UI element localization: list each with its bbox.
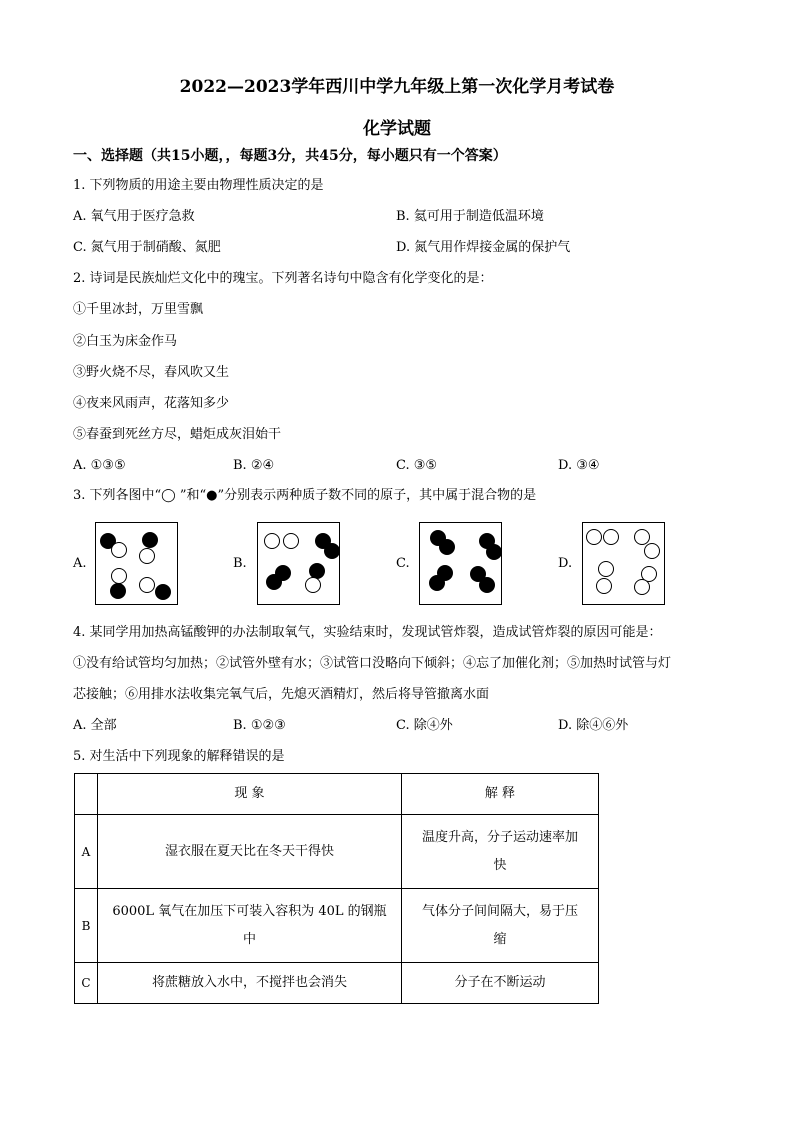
- row-explanation: [402, 889, 599, 963]
- white-atom: [139, 548, 155, 564]
- page-title: 2022—2023学年西川中学九年级上第一次化学月考试卷: [179, 77, 615, 97]
- table-header-row: [75, 774, 599, 815]
- white-atom: [111, 568, 127, 584]
- page-subtitle: 化学试题: [363, 119, 431, 139]
- q5-table: [74, 773, 599, 1004]
- black-atom: [142, 532, 158, 548]
- q2-option-a: A. ①③⑤: [73, 458, 126, 473]
- black-atom: [324, 543, 340, 559]
- q3-figure-c: [419, 522, 502, 605]
- q2-option-d: D. ③④: [558, 458, 600, 473]
- q2-stem: 2. 诗词是民族灿烂文化中的瑰宝。下列著名诗句中隐含有化学变化的是：: [73, 271, 493, 286]
- section-heading: 一、选择题（共15小题，，每题3分，共45分，每小题只有一个答案）: [73, 148, 507, 164]
- white-atom: [634, 529, 650, 545]
- table-header-phenomenon: 现 象: [98, 774, 402, 815]
- q1-option-a: A. 氧气用于医疗急救: [73, 209, 195, 224]
- q5-stem: 5. 对生活中下列现象的解释错误的是: [73, 749, 285, 764]
- row-phenomenon: [98, 889, 402, 963]
- q4-option-a: A. 全部: [73, 718, 117, 733]
- q3-label-c: C.: [396, 556, 410, 571]
- q2-line-1: ①千里冰封，万里雪飘: [73, 302, 204, 317]
- table-header-cell: [75, 774, 98, 815]
- black-atom: [155, 584, 171, 600]
- q3-figure-a: [95, 522, 178, 605]
- white-atom: [305, 577, 321, 593]
- q2-option-c: C. ③⑤: [396, 458, 438, 473]
- q4-option-d: D. 除④⑥外: [558, 718, 629, 733]
- black-atom: [110, 583, 126, 599]
- row-label: B: [75, 889, 98, 963]
- table-row: [75, 963, 599, 1004]
- white-atom: [139, 577, 155, 593]
- white-atom: [598, 561, 614, 577]
- row-explanation-line: 缩: [493, 931, 507, 947]
- row-label: C: [75, 963, 98, 1004]
- black-atom: [486, 544, 502, 560]
- white-atom: [111, 542, 127, 558]
- white-atom: [283, 533, 299, 549]
- row-explanation: [402, 815, 599, 889]
- row-phenomenon-line: 6000L 氧气在加压下可装入容积为 40L 的钢瓶: [112, 903, 387, 919]
- q2-line-4: ④夜来风雨声，花落知多少: [73, 396, 230, 411]
- white-atom: [596, 578, 612, 594]
- black-atom: [429, 575, 445, 591]
- white-atom: [634, 579, 650, 595]
- black-atom: [266, 574, 282, 590]
- row-phenomenon: 湿衣服在夏天比在冬天干得快: [98, 815, 402, 889]
- q3-figure-d: [582, 522, 665, 605]
- q2-line-3: ③野火烧不尽，春风吹又生: [73, 365, 230, 380]
- table-header-explanation: 解 释: [402, 774, 599, 815]
- white-atom: [603, 529, 619, 545]
- q4-line-3: 芯接触；⑥用排水法收集完氧气后，先熄灭酒精灯，然后将导管撤离水面: [73, 687, 490, 702]
- black-atom: [439, 539, 455, 555]
- q2-line-5: ⑤春蚕到死丝方尽，蜡炬成灰泪始干: [73, 427, 282, 442]
- q4-option-b: B. ①②③: [233, 718, 286, 733]
- q1-option-b: B. 氦可用于制造低温环境: [396, 209, 544, 224]
- q4-line-2: ①没有给试管均匀加热；②试管外壁有水；③试管口没略向下倾斜；④忘了加催化剂；⑤加热时试管与灯: [73, 656, 672, 671]
- row-explanation-line: 快: [493, 857, 507, 873]
- q3-figure-b: [257, 522, 340, 605]
- q3-label-a: A.: [73, 556, 87, 571]
- white-atom: [644, 543, 660, 559]
- row-label: A: [75, 815, 98, 889]
- table-row: [75, 815, 599, 889]
- q1-option-c: C. 氮气用于制硝酸、氮肥: [73, 240, 221, 255]
- q2-option-b: B. ②④: [233, 458, 275, 473]
- q2-line-2: ②白玉为床金作马: [73, 334, 178, 349]
- row-explanation-line: 气体分子间间隔大，易于压: [421, 903, 578, 919]
- q4-option-c: C. 除④外: [396, 718, 453, 733]
- white-atom: [586, 529, 602, 545]
- row-explanation: 分子在不断运动: [402, 963, 599, 1004]
- black-atom: [479, 577, 495, 593]
- q1-option-d: D. 氮气用作焊接金属的保护气: [396, 240, 571, 255]
- table-row: [75, 889, 599, 963]
- row-phenomenon: 将蔗糖放入水中，不搅拌也会消失: [98, 963, 402, 1004]
- q3-label-b: B.: [233, 556, 247, 571]
- q4-stem: 4. 某同学用加热高锰酸钾的办法制取氧气，实验结束时，发现试管炸裂，造成试管炸裂的原因可能是：: [73, 625, 662, 640]
- row-explanation-line: 温度升高，分子运动速率加: [421, 829, 578, 845]
- q3-label-d: D.: [558, 556, 573, 571]
- row-phenomenon-line: 中: [242, 931, 256, 947]
- white-atom: [264, 533, 280, 549]
- q3-stem: 3. 下列各图中“◯ ”和“●”分别表示两种质子数不同的原子，其中属于混合物的是: [73, 488, 537, 503]
- q1-stem: 1. 下列物质的用途主要由物理性质决定的是: [73, 178, 324, 193]
